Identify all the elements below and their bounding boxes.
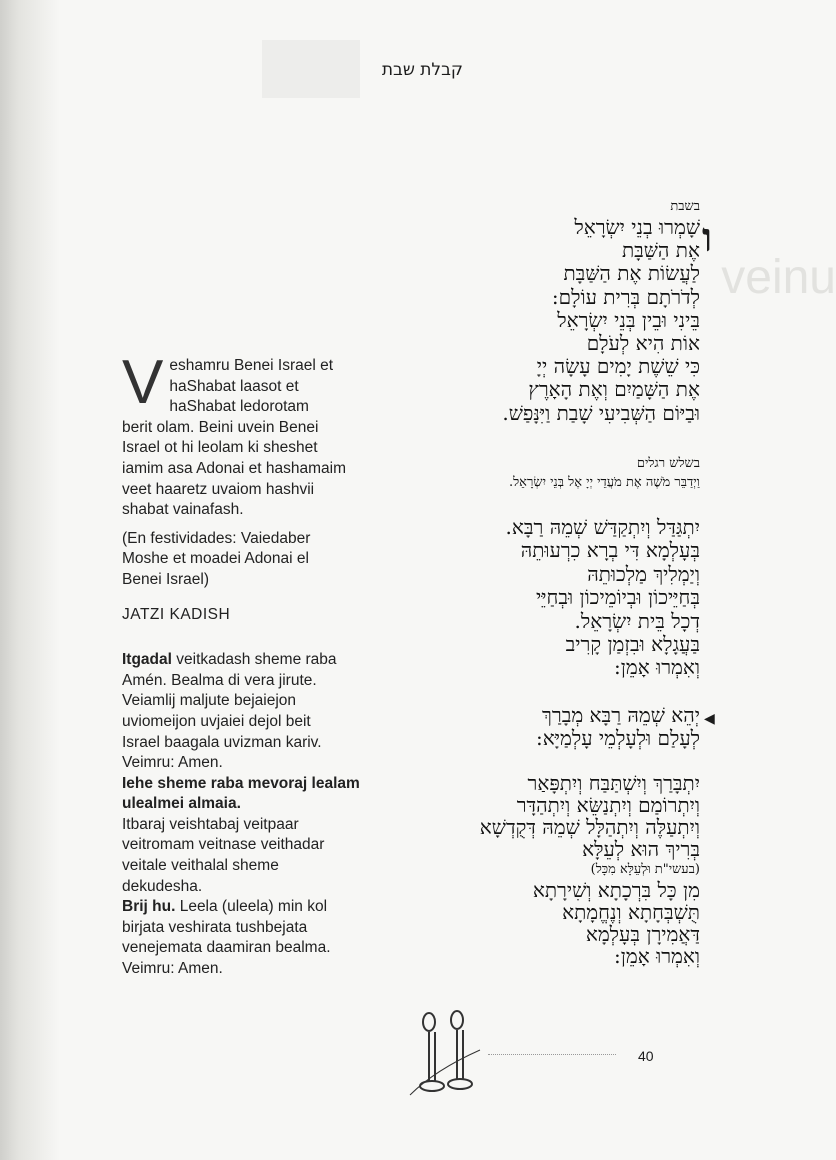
kadish-bold-text: ulealmei almaia.	[122, 795, 241, 813]
festival-hebrew	[340, 454, 700, 492]
kadish-text: uviomeijon uvjaiei dejol beit	[122, 712, 311, 730]
kadish-text: veitale veithalal sheme	[122, 857, 279, 875]
shabbat-label: בשבת	[670, 199, 700, 214]
festival-label: בשלש רגלים	[636, 456, 700, 471]
kadish-text: Israel baagala uvizman kariv.	[122, 733, 322, 751]
kadish-text: Veimru: Amen.	[122, 960, 223, 978]
kadish-hebrew-3: יִתְבָּרַךְ וְיִשְׁתַּבַּח וְיִתְפָּאַר וְיִתְרוֹמַם וְיִתְנַשֵּׂא וְיִתְהַדָּר וְיִתְעַלֶּה וְיִתְהַלָּל שְׁמֵהּ דְּקֻדְשָׁא בְּרִיךְ הוּא לְעֵלָּא (בעשי"ת וּלְעֵלָּא מִכָּל) מִן כָּל בִּרְכָתָא וְשִׁירָתָא תֻּשְׁבְּחָתָא וְנֶחֱמָתָא דַּאֲמִירָן בְּעָלְמָא וְאִמְרוּ אָמֵן:	[479, 771, 700, 968]
kadish-text: birjata veshirata tushbejata	[122, 918, 308, 936]
drop-letter: ו	[702, 214, 713, 261]
kadish-bold-text: Brij hu.	[122, 898, 176, 916]
kadish-text: venejemata daamiran bealma.	[122, 939, 331, 957]
kadish-bold-text: Itgadal	[122, 651, 172, 669]
kadish-text: Amén. Bealma di vera jirute.	[122, 671, 317, 689]
page-header: קבלת שבת	[381, 60, 463, 80]
kadish-text: Veiamlij maljute bejaiejon	[122, 692, 297, 710]
response-arrow-icon: ◀	[704, 710, 715, 726]
kadish-text: Leela (uleela) min kol	[175, 898, 328, 916]
header-stamp	[262, 40, 360, 98]
festival-line: וַיְדַבֵּר מֹשֶׁה אֶת מֹעֲדֵי יְיָ אֶל בְּנֵי יִשְׂרָאֵל.	[508, 475, 700, 490]
veshamru-hebrew: בשבת שָׁמְרוּ בְנֵי יִשְׂרָאֵל אֶת הַשַּׁבָּת לַעֲשׂוֹת אֶת הַשַּׁבָּת לְדֹרֹתָם בְּרִית עוֹלָם: בֵּינִי וּבֵין בְּנֵי יִשְׂרָאֵל אוֹת הִיא לְעֹלָם כִּי שֵׁשֶׁת יָמִים עָשָׂה יְיָ אֶת הַשָּׁמַיִם וְאֶת הָאָרֶץ וּבַיּוֹם הַשְּׁבִיעִי שָׁבַת וַיִּנָּפַשׁ.	[380, 197, 700, 425]
kadish-hebrew-2: יְהֵא שְׁמֵהּ רַבָּא מְבָרַךְ לְעָלַם וּלְעָלְמֵי עָלְמַיָּא:	[536, 703, 700, 751]
veshamru-paragraph: eshamru Benei Israel et haShabat laasot et haShabat ledorotam berit olam. Beini uvein Benei Israel ot hi leolam ki sheshet iamim asa Adonai et hashamaim veet haaretz uvaiom hashvii shabat vainafash.	[122, 357, 347, 519]
section-title: JATZI KADISH	[122, 605, 231, 623]
kadish-text: dekudesha.	[122, 877, 203, 895]
drop-cap: V	[122, 348, 164, 417]
kadish-hebrew-1: יִתְגַּדַּל וְיִתְקַדַּשׁ שְׁמֵהּ רַבָּא. בְּעָלְמָא דִּי בְרָא כִרְעוּתֵהּ וְיַמְלִיךְ מַלְכוּתֵהּ בְּחַיֵּיכוֹן וּבְיוֹמֵיכוֹן וּבְחַיֵּי דְכָל בֵּית יִשְׂרָאֵל. בַּעֲגָלָא וּבִזְמַן קָרִיב וְאִמְרוּ אָמֵן:	[505, 515, 700, 680]
kadish-text: Veimru: Amen.	[122, 754, 223, 772]
candles-icon	[405, 1010, 485, 1100]
footer-rule	[488, 1054, 616, 1055]
page-gutter-shadow	[0, 0, 60, 1160]
kadish-bold-text: Iehe sheme raba mevoraj lealam	[122, 774, 360, 792]
kadish-text: veitkadash sheme raba	[171, 651, 337, 669]
page-number: 40	[638, 1048, 654, 1064]
festival-note: (En festividades: Vaiedaber Moshe et moadei Adonai el Benei Israel)	[122, 529, 311, 588]
kadish-text: veitromam veitnase veithadar	[122, 836, 325, 854]
bleed-through-text: veinu	[721, 251, 836, 304]
kadish-line	[122, 753, 378, 774]
kadish-text: Itbaraj veishtabaj veitpaar	[122, 815, 299, 833]
